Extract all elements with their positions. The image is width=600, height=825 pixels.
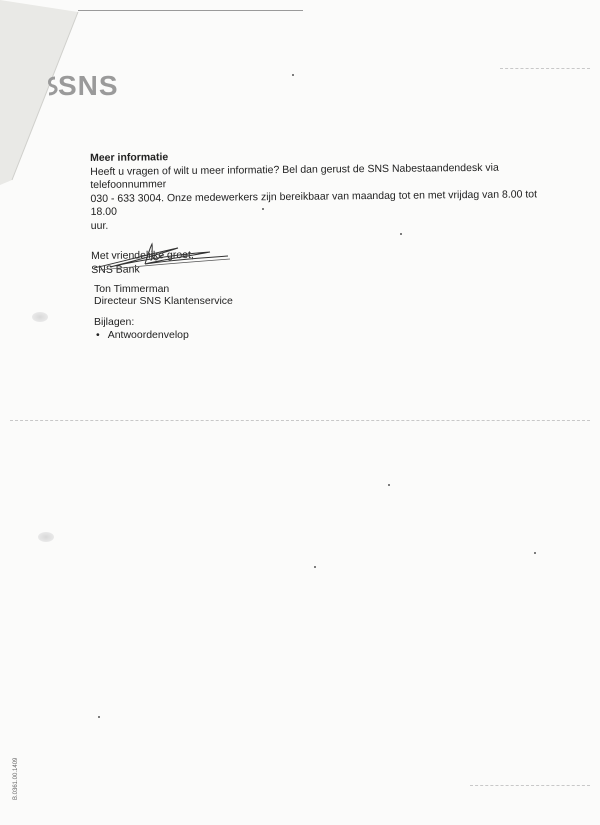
scan-artifact-line — [500, 68, 590, 70]
section-heading: Meer informatie — [90, 151, 169, 164]
scan-speck — [400, 233, 402, 235]
body-line-2: 030 - 633 3004. Onze medewerkers zijn bereikbaar van maandag tot en met vrijdag van 8.00 tot 18.00 — [90, 187, 538, 218]
scan-speck — [534, 552, 536, 554]
body-line-3: uur. — [90, 219, 109, 232]
attachment-label: Antwoordenvelop — [107, 329, 189, 341]
scan-speck — [292, 74, 294, 76]
signature-block — [94, 284, 394, 307]
scan-speck — [314, 566, 316, 568]
scan-speck — [388, 484, 390, 486]
punch-hole-mark — [38, 532, 54, 542]
document-code: B.0361.00.1409 — [13, 757, 19, 800]
body-line-1: Heeft u vragen of wilt u meer informatie? Bel dan gerust de SNS Nabestaandendesk via telefoonnummer — [90, 161, 499, 191]
attachments-block — [94, 316, 394, 342]
sns-logo: SNS — [58, 70, 119, 101]
scan-speck — [98, 716, 100, 718]
handwritten-signature — [90, 240, 240, 275]
scan-artifact-line — [470, 785, 590, 787]
attachments-label: Bijlagen: — [94, 316, 135, 328]
scan-speck — [262, 208, 264, 210]
closing-greeting: Met vriendelijke groet, — [91, 248, 194, 262]
signer-name: Ton Timmerman — [94, 283, 170, 295]
scan-artifact-line — [10, 420, 590, 422]
sns-logo-mark-icon — [45, 76, 59, 96]
company-name: SNS Bank — [91, 262, 140, 276]
signer-title: Directeur SNS Klantenservice — [94, 294, 233, 307]
attachment-item — [94, 329, 394, 342]
top-edge-line — [78, 10, 303, 11]
bullet-icon: • — [96, 329, 100, 341]
punch-hole-mark — [32, 312, 48, 322]
